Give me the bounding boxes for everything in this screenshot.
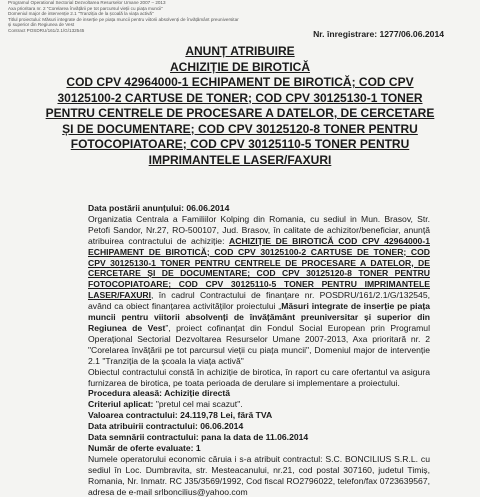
header-line: Programul Operational Sectorial Dezvoltarea Resurselor Umane 2007 – 2013 (8, 0, 166, 5)
posting-date: Data postării anunțului: 06.06.2014 (88, 203, 230, 213)
contract-value: Valoarea contractului: 24.119,78 Lei, fără TVA (88, 410, 273, 421)
title-line: ANUNȚ ATRIBUIRE (185, 44, 295, 58)
title-line: COD CPV 42964000-1 ECHIPAMENT DE BIROTICĂ; COD CPV (66, 75, 414, 89)
contract-objective: Obiectul contractului constă în achiziție de birotica, în raport cu care ofertantul va asigura furnizarea de birotica, pe toata perioada de derulare si implementare a proiectului. (88, 366, 430, 388)
signing-date: Data semnării contractului: pana la data de 11.06.2014 (88, 432, 309, 443)
registration-number: Nr. înregistrare: 1277/06.06.2014 (313, 29, 444, 39)
announcement-body (88, 203, 430, 497)
award-date: Data atribuirii contractului: 06.06.2014 (88, 421, 244, 432)
title-line: ACHIZIȚIE DE BIROTICĂ (170, 59, 310, 74)
org-text-2: , în cadrul Contractului de finanțare nr. POSDRU/161/2.1/G/132545, având ca obiect finanțarea activităților proiectului „ (88, 290, 430, 312)
organization-paragraph (88, 214, 430, 367)
header-line: Titlul proiectului: Măsuri integrate de inserție pe piața muncii pentru viitorii absolvenți de învățământ preuniversitar (8, 16, 239, 22)
criteria-value: "pretul cel mai scazut". (155, 399, 243, 410)
criteria-label: Criteriul aplicat: (88, 399, 156, 410)
header-line: Axa prioritara nr. 2 "Corelarea învățării pe tot parcursul vieții cu piața muncii" (8, 5, 163, 11)
header-line: Contract POSDRU/161/2.1/G/132545 (8, 27, 85, 33)
criteria (88, 399, 430, 410)
title-line: 30125100-2 CARTUSE DE TONER; COD CPV 30125130-1 TONER (57, 90, 423, 105)
org-text-3: ”, proiect cofinanțat din Fondul Social European prin Programul Operațional Sectorial Dezvoltarea Resurselor Umane 2007-2013, Axa prioritară nr. 2 "Corelarea învățării pe tot parcursul vieții cu piața muncii", Domeniul major de intervenție 2.1 "Tranziția de la școala la viața activă" (88, 322, 430, 366)
project-header (8, 0, 308, 34)
procedure: Procedura aleasă: Achiziție directă (88, 388, 231, 399)
title-line: ȘI DE DOCUMENTARE; COD CPV 30125120-8 TONER PENTRU (62, 121, 418, 136)
title-line: IMPRIMANTELE LASER/FAXURI (148, 152, 332, 167)
header-line: și superior din Regiunea de Vest (8, 22, 75, 28)
org-text: Organizatia Centrala a Familiilor Kolping din Romania, cu sediul in Mun. Brasov, Str. Petofi Sandor, Nr.27, RO-500107, Jud. Brasov, în calitate de achizitor/beneficiar, anunță atribuirea contractului de achiziție: (88, 213, 430, 246)
title-line: FOTOCOPIATOARE; COD CPV 30125110-5 TONER PENTRU (70, 137, 410, 151)
title-line: PENTRU CENTRELE DE PROCESARE A DATELOR, DE CERCETARE (45, 106, 435, 120)
offers-count: Număr de oferte evaluate: 1 (88, 442, 201, 453)
economic-operator: Numele operatorului economic căruia i s-a atribuit contractul: S.C. BONCILIUS S.R.L. cu sediul în Loc. Dumbravita, str. Mesteacanului, nr.21, cod postal 307160, judetul Timiș, Romania, Nr. Inmatr. RC J35/3569/1992, Cod fiscal RO2796022, telefon/fax 0723639567, adresa de e-mail srlboncilius@yahoo.com (88, 453, 430, 497)
announcement-title (0, 44, 480, 168)
header-line: Domeniul major de intervenție 2.1 "Tranziția de la școală la viața activă" (8, 11, 154, 17)
contract-subject: ACHIZIȚIE DE BIROTICĂ COD CPV 42964000-1 ECHIPAMENT DE BIROTICĂ; COD CPV 30125100-2 CARTUSE DE TONER; COD CPV 30125130-1 TONER PENTRU CENTRELE DE PROCESARE A DATELOR, DE CERCETARE ȘI DE DOCUMENTARE; COD CPV 30125120-8 TONER PENTRU FOTOCOPIATOARE; COD CPV 30125110-5 TONER PENTRU IMPRIMANTELE LASER/FAXURI (88, 235, 430, 301)
project-title: Măsuri integrate de inserție pe piața muncii pentru viitorii absolvenți de învățământ preuniversitar și superior din Regiunea de Vest (88, 301, 430, 333)
